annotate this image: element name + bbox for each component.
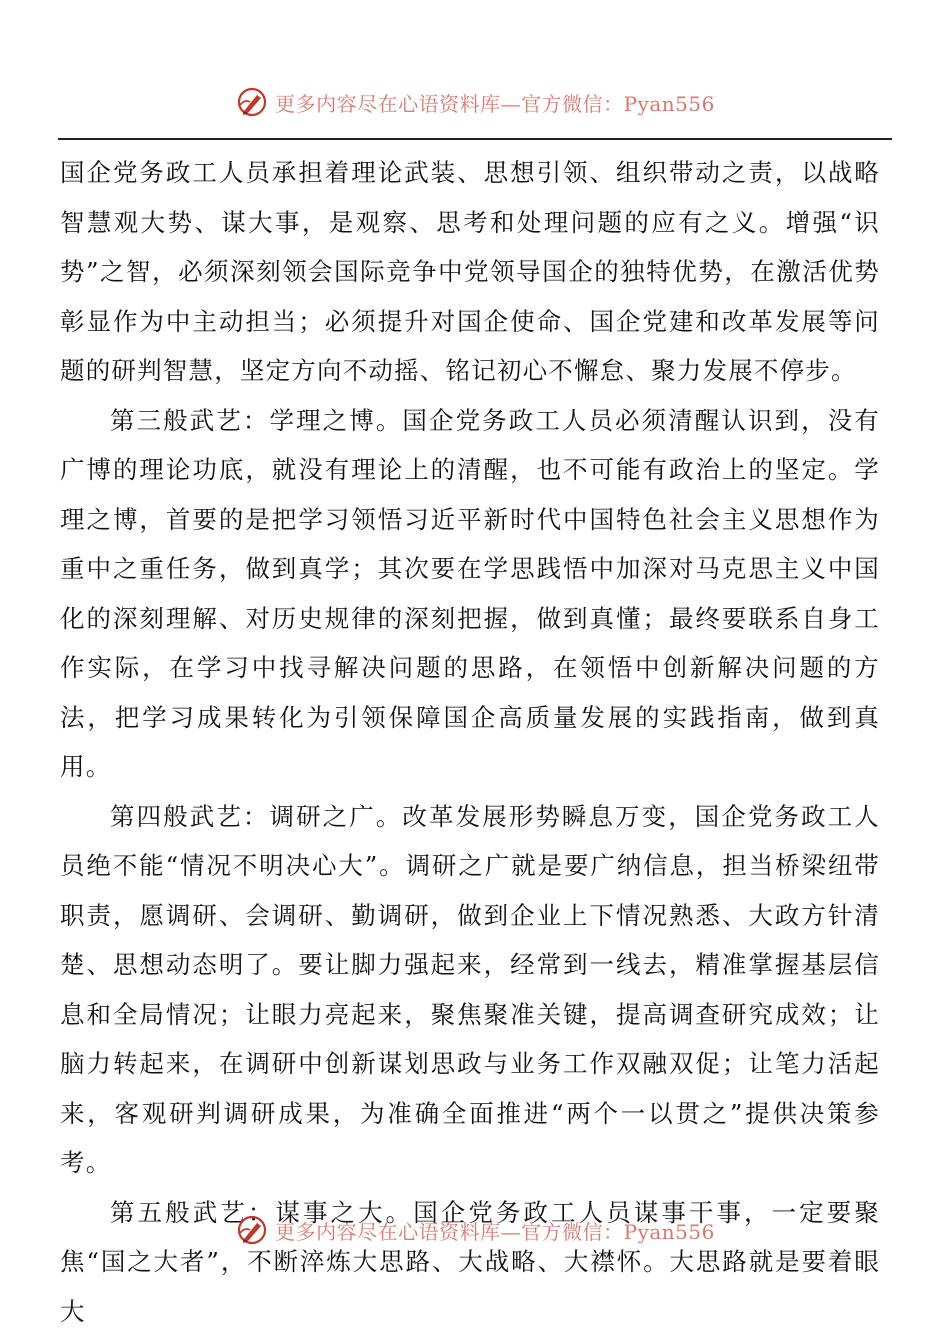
footer-banner: [0, 1210, 950, 1250]
paragraph: 第三般武艺：学理之博。国企党务政工人员必须清醒认识到，没有广博的理论功底，就没有理论上的清醒，也不可能有政治上的坚定。学理之博，首要的是把学习领悟习近平新时代中国特色社会主义思想作为重中之重任务，做到真学；其次要在学思践悟中加深对马克思主义中国化的深刻理解、对历史规律的深刻把握，做到真懂；最终要联系自身工作实际，在学习中找寻解决问题的思路，在领悟中创新解决问题的方法，把学习成果转化为引领保障国企高质量发展的实践指南，做到真用。: [60, 405, 880, 781]
paragraph: 第四般武艺：调研之广。改革发展形势瞬息万变，国企党务政工人员绝不能“情况不明决心大”。调研之广就是要广纳信息，担当桥梁纽带职责，愿调研、会调研、勤调研，做到企业上下情况熟悉、大政方针清楚、思想动态明了。要让脚力强起来，经常到一线去，精准掌握基层信息和全局情况；让眼力亮起来，聚焦聚准关键，提高调查研究成效；让脑力转起来，在调研中创新谋划思政与业务工作双融双促；让笔力活起来，客观研判调研成果，为准确全面推进“两个一以贯之”提供决策参考。: [60, 801, 880, 1177]
header-banner: [0, 82, 950, 122]
pen-logo-icon: [235, 1213, 269, 1247]
document-body: [60, 148, 880, 1336]
paragraph: 国企党务政工人员承担着理论武装、思想引领、组织带动之责，以战略智慧观大势、谋大事，是观察、思考和处理问题的应有之义。增强“识势”之智，必须深刻领会国际竞争中党领导国企的独特优势，在激活优势彰显作为中主动担当；必须提升对国企使命、国企党建和改革发展等问题的研判智慧，坚定方向不动摇、铭记初心不懈怠、聚力发展不停步。: [60, 158, 880, 385]
pen-logo-icon: [235, 85, 269, 119]
footer-banner-text: 更多内容尽在心语资料库—官方微信：Pyan556: [275, 1219, 715, 1244]
header-divider: [58, 138, 892, 140]
paragraph: 第五般武艺：谋事之大。国企党务政工人员谋事干事，一定要聚焦“国之大者”，不断淬炼大思路、大战略、大襟怀。大思路就是要着眼大: [60, 1197, 880, 1326]
header-banner-text: 更多内容尽在心语资料库—官方微信：Pyan556: [275, 91, 715, 116]
